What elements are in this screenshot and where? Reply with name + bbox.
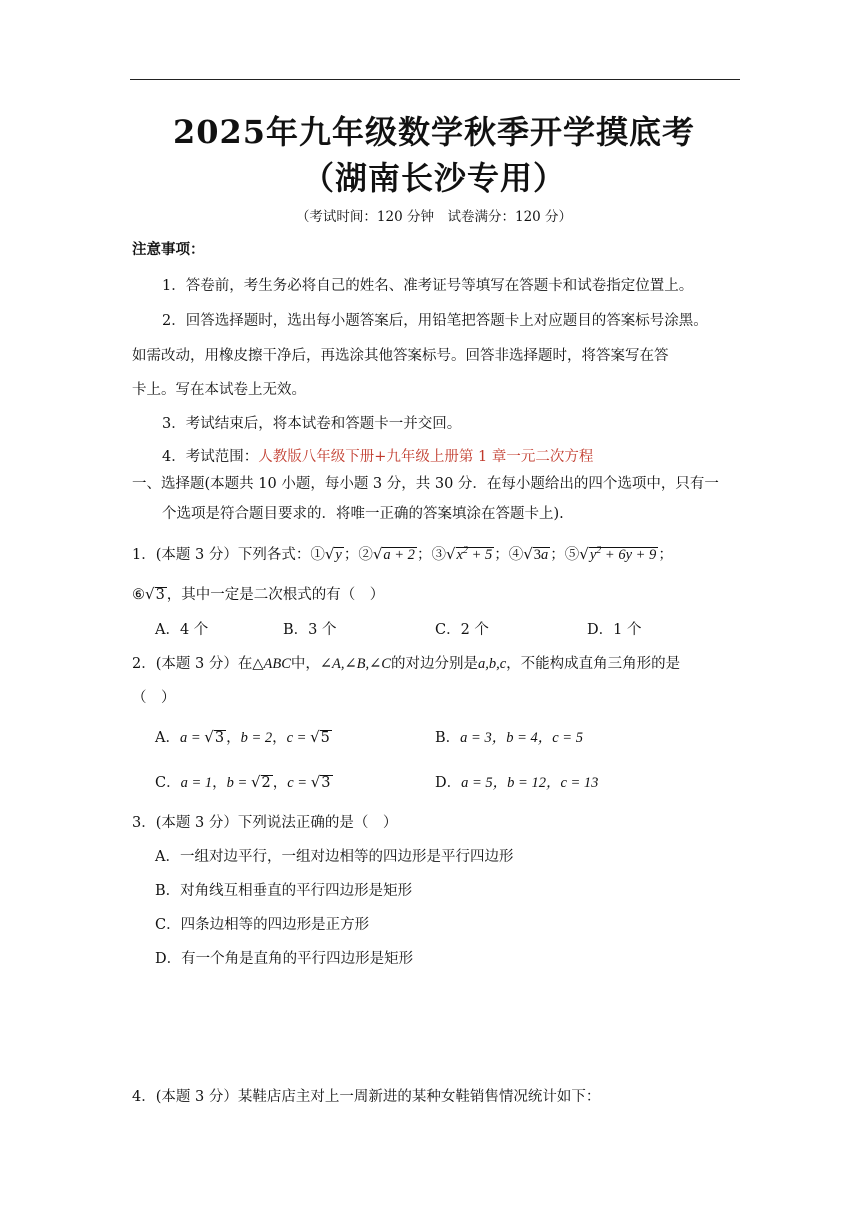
question-2-stem xyxy=(132,652,680,673)
question-3-stem: 3．(本题 3 分）下列说法正确的是（ ） xyxy=(132,815,398,831)
section-heading-cont: 个选项是符合题目要求的．将唯一正确的答案填涂在答题卡上). xyxy=(162,506,564,522)
q1-prefix: 1．(本题 3 分）下列各式： xyxy=(132,547,311,563)
sqrt-icon: √ xyxy=(579,545,589,563)
q3-option-a[interactable]: A．一组对边平行，一组对边相等的四边形是平行四边形 xyxy=(155,849,514,865)
q1-item-5-tail: + 6y + 9 xyxy=(601,547,657,563)
q2-c-b: b = xyxy=(226,775,251,791)
q1-option-a[interactable]: A．4 个 xyxy=(155,622,209,638)
q1-sep: ； xyxy=(494,547,509,563)
notice-item-3: 3．考试结束后，将本试卷和答题卡一并交回。 xyxy=(162,416,462,432)
q1-sep: ； xyxy=(343,547,359,563)
page-subtitle: （湖南长沙专用） xyxy=(301,159,566,197)
question-1-stem-cont xyxy=(132,583,384,604)
q2-c-c: c = xyxy=(287,775,311,791)
question-1-stem xyxy=(132,543,673,564)
notice-item-1: 1．答卷前，考生务必将自己的姓名、准考证号等填写在答题卡和试卷指定位置上。 xyxy=(162,278,694,294)
q1-item-3-exponent: 2 xyxy=(462,545,468,556)
q1-item-3-tail: + 5 xyxy=(467,547,493,563)
q2-comma: ， xyxy=(272,730,287,746)
notice-item-2-cont: 如需改动，用橡皮擦干净后，再选涂其他答案标号。回答非选择题时，将答案写在答 xyxy=(132,348,669,364)
q2-a-a: a = xyxy=(179,730,205,746)
q1-item-2-number: ② xyxy=(358,547,373,563)
q2-triangle: △ABC xyxy=(252,656,291,672)
q2-d-values: a = 5，b = 12，c = 13 xyxy=(461,775,599,791)
q2-option-d[interactable] xyxy=(435,771,598,792)
q2-option-d-label: D． xyxy=(435,775,462,791)
q2-option-c[interactable] xyxy=(155,771,333,792)
q1-item-5-radicand xyxy=(589,547,658,563)
q1-option-d[interactable]: D．1 个 xyxy=(587,622,642,638)
q1-item-3-number: ③ xyxy=(431,547,446,563)
q2-option-b-label: B． xyxy=(435,730,461,746)
q1-item-4-number: ④ xyxy=(508,547,524,563)
q2-option-b[interactable] xyxy=(435,726,583,747)
q1-item-5-base: y xyxy=(589,547,597,563)
q1-item-1-radicand: y xyxy=(335,547,342,563)
q3-option-b[interactable]: B．对角线互相垂直的平行四边形是矩形 xyxy=(155,883,413,899)
q1-tail: ，其中一定是二次根式的有（ ） xyxy=(166,587,385,603)
q1-item-3-radicand xyxy=(456,547,495,563)
q1-item-3-base: x xyxy=(456,547,463,563)
q1-item-4-radicand xyxy=(533,547,551,563)
q1-sep: ； xyxy=(416,547,432,563)
question-4-stem: 4．(本题 3 分）某鞋店店主对上一周新进的某种女鞋销售情况统计如下： xyxy=(132,1089,601,1105)
notice-item-4-prefix: 4．考试范围： xyxy=(162,449,259,465)
q1-item-5-exponent: 2 xyxy=(596,545,602,556)
notice-item-2: 2．回答选择题时，选出每小题答案后，用铅笔把答题卡上对应题目的答案标号涂黑。 xyxy=(162,313,708,329)
q1-item-4-var: a xyxy=(541,547,549,563)
q2-prefix: 2．(本题 3 分）在 xyxy=(132,656,253,672)
sqrt-icon: √ xyxy=(204,728,214,746)
q1-sep: ； xyxy=(550,547,565,563)
q2-c-b-rad: 2 xyxy=(261,775,271,791)
sqrt-icon: √ xyxy=(324,545,335,563)
sqrt-icon: √ xyxy=(145,585,155,603)
q1-option-b[interactable]: B．3 个 xyxy=(283,622,337,638)
q1-end-sep: ； xyxy=(658,547,673,563)
top-rule xyxy=(130,79,740,80)
q2-mid2: 的对边分别是 xyxy=(390,656,478,672)
q3-option-d[interactable]: D．有一个角是直角的平行四边形是矩形 xyxy=(155,951,414,967)
q1-item-5-number: ⑤ xyxy=(564,547,580,563)
sqrt-icon: √ xyxy=(310,773,321,791)
q1-option-c[interactable]: C．2 个 xyxy=(435,622,489,638)
q1-item-6-number: ⑥ xyxy=(132,587,145,603)
q2-a-b: b = 2 xyxy=(240,730,273,746)
q2-tail: ，不能构成直角三角形的是 xyxy=(506,656,681,672)
notice-item-4 xyxy=(162,445,593,466)
notice-item-2-end: 卡上。写在本试卷上无效。 xyxy=(132,382,306,398)
q2-comma: ， xyxy=(272,775,288,791)
q2-a-c-rad: 5 xyxy=(320,730,330,746)
q2-c-a: a = 1 xyxy=(180,775,213,791)
q1-item-2-radicand: a + 2 xyxy=(383,547,415,563)
q2-a-a-rad: 3 xyxy=(214,730,225,746)
q2-angles: ∠A,∠B,∠C xyxy=(319,656,391,672)
notice-heading: 注意事项： xyxy=(132,241,205,258)
q1-item-6-radicand: 3 xyxy=(155,587,165,603)
sqrt-icon: √ xyxy=(250,773,261,791)
q3-option-c[interactable]: C．四条边相等的四边形是正方形 xyxy=(155,917,370,933)
sqrt-icon: √ xyxy=(372,545,383,563)
sqrt-icon: √ xyxy=(310,728,320,746)
exam-info: （考试时间：120 分钟 试卷满分：120 分） xyxy=(295,209,573,225)
exam-scope: 人教版八年级下册+九年级上册第 1 章一元二次方程 xyxy=(258,449,594,465)
sqrt-icon: √ xyxy=(523,545,533,563)
q2-answer-paren: （ ） xyxy=(132,690,176,706)
q2-sides: a,b,c xyxy=(477,656,507,672)
q2-option-c-label: C． xyxy=(155,775,181,791)
q2-comma: ， xyxy=(226,730,241,746)
q2-a-c: c = xyxy=(286,730,311,746)
q2-b-values: a = 3，b = 4，c = 5 xyxy=(460,730,583,746)
q2-option-a[interactable] xyxy=(155,726,332,747)
q2-option-a-label: A． xyxy=(155,730,180,746)
q1-item-1-number: ① xyxy=(310,547,325,563)
q1-item-4-coef: 3 xyxy=(533,547,542,563)
sqrt-icon: √ xyxy=(445,545,456,563)
q2-c-c-rad: 3 xyxy=(321,775,331,791)
section-heading: 一、选择题(本题共 10 小题，每小题 3 分，共 30 分．在每小题给出的四个选项中，只有一 xyxy=(132,476,719,492)
q2-comma: ， xyxy=(212,775,227,791)
q2-mid: 中， xyxy=(290,656,320,672)
page-title: 2025年九年级数学秋季开学摸底考 xyxy=(172,113,696,151)
